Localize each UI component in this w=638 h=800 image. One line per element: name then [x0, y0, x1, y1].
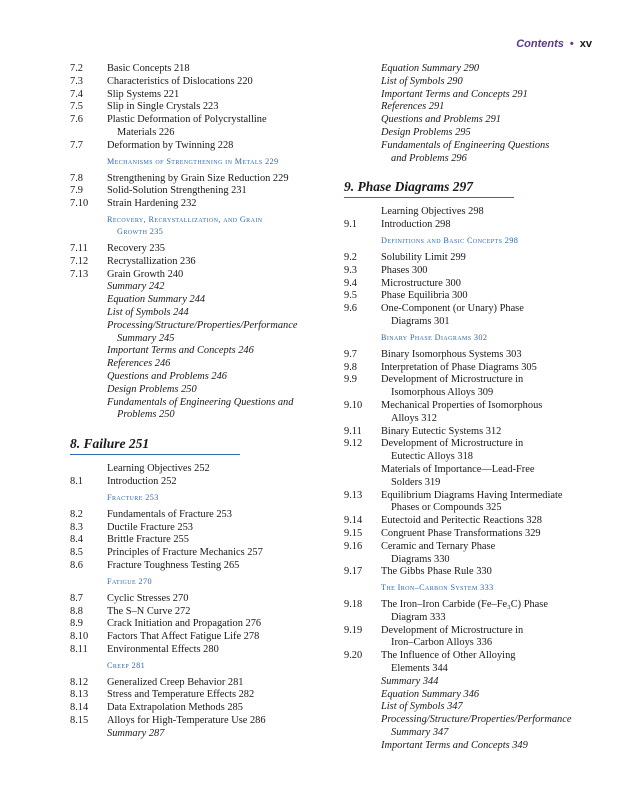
entry-number: 8.4: [70, 534, 83, 546]
toc-entry[interactable]: [60, 243, 310, 256]
entry-title: Questions and Problems 246: [107, 370, 227, 382]
toc-entry[interactable]: [334, 400, 589, 426]
entry-title: Brittle Fracture 255: [107, 534, 189, 546]
toc-entry[interactable]: [60, 631, 310, 644]
entry-number: 9.1: [344, 219, 357, 231]
entry-title: Stress and Temperature Effects 282: [107, 689, 255, 701]
entry-title: Strain Hardening 232: [107, 198, 197, 210]
entry-title: Principles of Fracture Mechanics 257: [107, 547, 263, 559]
toc-backmatter-entry[interactable]: [334, 740, 589, 753]
toc-entry[interactable]: [334, 490, 589, 516]
toc-entry[interactable]: [60, 140, 310, 153]
entry-title: Summary 344: [381, 675, 439, 687]
entry-title: Fundamentals of Engineering Questions and: [107, 396, 294, 408]
entry-number: 9.16: [344, 540, 363, 552]
toc-backmatter-entry[interactable]: [334, 689, 589, 702]
entry-title: Equilibrium Diagrams Having Intermediate: [381, 489, 563, 501]
toc-entry[interactable]: [334, 528, 589, 541]
section-heading-text: The Iron–Carbon System 333: [381, 583, 494, 593]
toc-entry[interactable]: [334, 278, 589, 291]
toc-entry[interactable]: [334, 374, 589, 400]
entry-title: Introduction 298: [381, 219, 451, 231]
entry-title-continuation: Phases or Compounds 325: [391, 502, 502, 514]
entry-title: Generalized Creep Behavior 281: [107, 676, 244, 688]
toc-entry[interactable]: [334, 252, 589, 265]
entry-title: Summary 242: [107, 281, 165, 293]
toc-backmatter-entry[interactable]: [60, 281, 310, 294]
section-heading-text: Fracture 253: [107, 492, 159, 502]
toc-backmatter-entry[interactable]: [334, 676, 589, 689]
toc-backmatter-entry[interactable]: [334, 701, 589, 714]
toc-entry[interactable]: [334, 426, 589, 439]
entry-title: Processing/Structure/Properties/Performance: [381, 714, 572, 726]
entry-title: Summary 287: [107, 727, 165, 739]
entry-title: Characteristics of Dislocations 220: [107, 75, 253, 87]
entry-title: Important Terms and Concepts 291: [381, 88, 528, 100]
entry-number: 9.15: [344, 527, 363, 539]
entry-title: Design Problems 250: [107, 383, 197, 395]
entry-number: 7.5: [70, 101, 83, 113]
section-heading[interactable]: [60, 492, 310, 504]
entry-title: Solid-Solution Strengthening 231: [107, 185, 247, 197]
entry-title: Slip in Single Crystals 223: [107, 101, 219, 113]
toc-backmatter-entry[interactable]: [60, 371, 310, 384]
entry-title: Factors That Affect Fatigue Life 278: [107, 631, 260, 643]
entry-number: 8.2: [70, 508, 83, 520]
toc-entry[interactable]: [60, 677, 310, 690]
entry-number: 8.6: [70, 559, 83, 571]
entry-title: References 246: [107, 358, 171, 370]
entry-title-continuation: Materials 226: [117, 126, 175, 138]
entry-title: Microstructure 300: [381, 277, 461, 289]
entry-title-continuation: and Problems 296: [391, 152, 467, 164]
entry-title-continuation: Problems 250: [117, 409, 175, 421]
toc-entry[interactable]: [60, 101, 310, 114]
entry-title: Mechanical Properties of Isomorphous: [381, 399, 543, 411]
entry-number: 9.18: [344, 599, 363, 611]
section-heading[interactable]: [334, 582, 589, 594]
toc-backmatter-entry[interactable]: [60, 384, 310, 397]
entry-number: 7.8: [70, 172, 83, 184]
entry-number: 8.9: [70, 618, 83, 630]
entry-title: Equation Summary 290: [381, 63, 480, 74]
entry-title: Important Terms and Concepts 349: [381, 739, 528, 751]
entry-number: 9.9: [344, 374, 357, 386]
toc-entry[interactable]: [60, 560, 310, 573]
header-separator: •: [569, 38, 574, 50]
toc-entry[interactable]: [334, 265, 589, 278]
toc-backmatter-entry[interactable]: [334, 714, 589, 740]
toc-backmatter-entry[interactable]: [60, 728, 310, 741]
toc-backmatter-entry[interactable]: [334, 101, 589, 114]
toc-right-column: [334, 63, 589, 753]
running-header: [516, 38, 592, 50]
entry-number: 7.9: [70, 185, 83, 197]
entry-title: Development of Microstructure in: [381, 624, 524, 636]
entry-title: Equation Summary 244: [107, 294, 206, 306]
entry-title: Congruent Phase Transformations 329: [381, 527, 541, 539]
entry-title: Design Problems 295: [381, 126, 471, 138]
section-heading-text: Mechanisms of Strengthening in Metals 229: [107, 156, 279, 166]
entry-title-continuation: Alloys 312: [391, 412, 437, 424]
toc-entry[interactable]: [334, 566, 589, 579]
toc-backmatter-entry[interactable]: [60, 307, 310, 320]
toc-entry[interactable]: [334, 206, 589, 219]
entry-title: Crack Initiation and Propagation 276: [107, 618, 262, 630]
entry-number: 8.11: [70, 643, 88, 655]
entry-title: Ductile Fracture 253: [107, 521, 193, 533]
toc-backmatter-entry[interactable]: [334, 63, 589, 76]
toc-entry[interactable]: [60, 256, 310, 269]
entry-title: Phase Equilibria 300: [381, 290, 468, 302]
entry-number: 7.6: [70, 114, 83, 126]
entry-number: 9.12: [344, 438, 363, 450]
entry-title-continuation: Summary 347: [391, 727, 449, 739]
entry-title: Processing/Structure/Properties/Performance: [107, 319, 298, 331]
entry-number: 8.12: [70, 676, 89, 688]
entry-number: 7.4: [70, 88, 83, 100]
entry-number: 7.12: [70, 255, 89, 267]
entry-number: 8.7: [70, 592, 83, 604]
entry-title: Data Extrapolation Methods 285: [107, 702, 243, 714]
toc-backmatter-entry[interactable]: [334, 127, 589, 140]
toc-entry[interactable]: [334, 541, 589, 567]
entry-number: 8.14: [70, 702, 89, 714]
entry-number: 9.17: [344, 566, 363, 578]
toc-entry[interactable]: [60, 522, 310, 535]
toc-backmatter-entry[interactable]: [334, 89, 589, 102]
toc-entry[interactable]: [60, 509, 310, 522]
toc-backmatter-entry[interactable]: [60, 294, 310, 307]
entry-title: Learning Objectives 298: [381, 206, 484, 218]
section-heading-text: Fatigue 270: [107, 576, 152, 586]
toc-entry[interactable]: [60, 534, 310, 547]
entry-number: 8.5: [70, 547, 83, 559]
entry-title: Development of Microstructure in: [381, 374, 524, 386]
toc-entry[interactable]: [60, 547, 310, 560]
entry-number: 7.2: [70, 63, 83, 74]
toc-entry[interactable]: [60, 76, 310, 89]
toc-backmatter-entry[interactable]: [60, 345, 310, 358]
chapter-heading[interactable]: 9. Phase Diagrams 297: [344, 173, 514, 198]
toc-backmatter-entry[interactable]: [60, 320, 310, 346]
toc-entry[interactable]: [60, 463, 310, 476]
entry-title: Phases 300: [381, 264, 428, 276]
entry-title: List of Symbols 290: [381, 75, 463, 87]
entry-title: Deformation by Twinning 228: [107, 139, 234, 151]
toc-entry[interactable]: [60, 702, 310, 715]
toc-entry[interactable]: [334, 650, 589, 676]
entry-title-continuation: Solders 319: [391, 476, 441, 488]
entry-title: Questions and Problems 291: [381, 114, 501, 126]
entry-number: 9.14: [344, 515, 363, 527]
toc-entry[interactable]: [60, 198, 310, 211]
entry-number: 9.2: [344, 251, 357, 263]
entry-title: Learning Objectives 252: [107, 463, 210, 475]
section-heading-continuation: Growth 235: [117, 226, 164, 236]
entry-title-continuation: Eutectic Alloys 318: [391, 451, 473, 463]
entry-title: Fundamentals of Fracture 253: [107, 508, 232, 520]
section-heading-text: Definitions and Basic Concepts 298: [381, 235, 519, 245]
section-heading[interactable]: [60, 156, 310, 168]
entry-title: One-Component (or Unary) Phase: [381, 303, 524, 315]
entry-number: 9.19: [344, 624, 363, 636]
section-heading[interactable]: [60, 214, 310, 238]
section-heading[interactable]: [60, 660, 310, 672]
entry-number: 7.11: [70, 242, 88, 254]
toc-entry[interactable]: [334, 290, 589, 303]
toc-entry[interactable]: [334, 438, 589, 464]
toc-entry[interactable]: [60, 269, 310, 282]
section-heading-text: Recovery, Recrystallization, and Grain: [107, 214, 263, 224]
entry-number: 7.13: [70, 268, 89, 280]
entry-number: 8.8: [70, 605, 83, 617]
toc-entry[interactable]: [60, 618, 310, 631]
toc-entry[interactable]: [60, 593, 310, 606]
entry-title: The S–N Curve 272: [107, 605, 191, 617]
entry-number: 7.3: [70, 75, 83, 87]
entry-title: Cyclic Stresses 270: [107, 592, 189, 604]
entry-title: Recrystallization 236: [107, 255, 196, 267]
entry-number: 9.11: [344, 425, 362, 437]
entry-title: The Iron–Iron Carbide (Fe–Fe₃C) Phase: [381, 599, 548, 611]
entry-title: Binary Eutectic Systems 312: [381, 425, 502, 437]
section-heading[interactable]: [60, 576, 310, 588]
entry-number: 9.4: [344, 277, 357, 289]
toc-entry[interactable]: [60, 185, 310, 198]
toc-entry[interactable]: [60, 644, 310, 657]
entry-number: 8.13: [70, 689, 89, 701]
entry-number: 9.7: [344, 348, 357, 360]
entry-number: 7.10: [70, 198, 89, 210]
entry-title: Equation Summary 346: [381, 688, 480, 700]
entry-title-continuation: Diagrams 330: [391, 553, 450, 565]
entry-title: Solubility Limit 299: [381, 251, 466, 263]
section-heading[interactable]: [334, 332, 589, 344]
toc-entry[interactable]: [334, 515, 589, 528]
toc-entry[interactable]: [60, 689, 310, 702]
entry-title: Eutectoid and Peritectic Reactions 328: [381, 515, 543, 527]
toc-backmatter-entry[interactable]: [60, 358, 310, 371]
section-heading-text: Creep 281: [107, 660, 146, 670]
toc-entry[interactable]: [334, 219, 589, 232]
toc-entry[interactable]: [60, 63, 310, 76]
toc-entry[interactable]: [334, 599, 589, 625]
entry-title-continuation: Summary 245: [117, 332, 175, 344]
entry-number: 9.13: [344, 489, 363, 501]
toc-entry[interactable]: [334, 625, 589, 651]
entry-title: Plastic Deformation of Polycrystalline: [107, 114, 267, 126]
toc-entry[interactable]: [60, 114, 310, 140]
entry-title: References 291: [381, 101, 445, 113]
entry-title: Recovery 235: [107, 242, 165, 254]
entry-title: Ceramic and Ternary Phase: [381, 540, 496, 552]
section-heading-text: Binary Phase Diagrams 302: [381, 332, 488, 342]
entry-title-continuation: Elements 344: [391, 663, 448, 675]
entry-title: Materials of Importance—Lead-Free: [381, 463, 535, 475]
entry-title: Strengthening by Grain Size Reduction 229: [107, 172, 289, 184]
entry-title-continuation: Iron–Carbon Alloys 336: [391, 637, 493, 649]
entry-title: List of Symbols 244: [107, 306, 189, 318]
entry-title: Binary Isomorphous Systems 303: [381, 348, 522, 360]
entry-title-continuation: Isomorphous Alloys 309: [391, 387, 494, 399]
entry-title: Slip Systems 221: [107, 88, 180, 100]
entry-title: The Gibbs Phase Rule 330: [381, 566, 492, 578]
entry-number: 8.3: [70, 521, 83, 533]
entry-title: Environmental Effects 280: [107, 643, 219, 655]
entry-title: List of Symbols 347: [381, 701, 463, 713]
entry-number: 8.1: [70, 475, 83, 487]
entry-title: Alloys for High-Temperature Use 286: [107, 715, 266, 727]
entry-title: Basic Concepts 218: [107, 63, 190, 74]
entry-number: 9.6: [344, 303, 357, 315]
entry-title: Fundamentals of Engineering Questions: [381, 139, 550, 151]
entry-number: 8.15: [70, 715, 89, 727]
toc-entry[interactable]: [60, 173, 310, 186]
toc-backmatter-entry[interactable]: [334, 114, 589, 127]
entry-title: Interpretation of Phase Diagrams 305: [381, 361, 537, 373]
toc-left-column: [60, 63, 310, 741]
toc-entry[interactable]: [60, 715, 310, 728]
entry-title: Development of Microstructure in: [381, 438, 524, 450]
entry-number: 7.7: [70, 139, 83, 151]
section-heading[interactable]: [334, 235, 589, 247]
chapter-heading[interactable]: 8. Failure 251: [70, 430, 240, 455]
entry-number: 9.3: [344, 264, 357, 276]
entry-title: Fracture Toughness Testing 265: [107, 559, 240, 571]
toc-entry[interactable]: [60, 476, 310, 489]
entry-title: The Influence of Other Alloying: [381, 650, 516, 662]
entry-number: 9.5: [344, 290, 357, 302]
toc-backmatter-entry[interactable]: [334, 140, 589, 166]
toc-entry[interactable]: [334, 349, 589, 362]
entry-number: 8.10: [70, 631, 89, 643]
entry-number: 9.10: [344, 399, 363, 411]
toc-entry[interactable]: [334, 464, 589, 490]
toc-entry[interactable]: [334, 362, 589, 375]
entry-title: Introduction 252: [107, 475, 177, 487]
toc-entry[interactable]: [60, 89, 310, 102]
entry-title-continuation: Diagram 333: [391, 611, 446, 623]
header-title: Contents: [516, 38, 564, 50]
toc-backmatter-entry[interactable]: [60, 397, 310, 423]
page-number: xv: [579, 38, 592, 50]
entry-number: 9.8: [344, 361, 357, 373]
toc-entry[interactable]: [60, 606, 310, 619]
toc-entry[interactable]: [334, 303, 589, 329]
entry-title: Important Terms and Concepts 246: [107, 345, 254, 357]
entry-number: 9.20: [344, 650, 363, 662]
entry-title: Grain Growth 240: [107, 268, 184, 280]
toc-backmatter-entry[interactable]: [334, 76, 589, 89]
entry-title-continuation: Diagrams 301: [391, 315, 450, 327]
